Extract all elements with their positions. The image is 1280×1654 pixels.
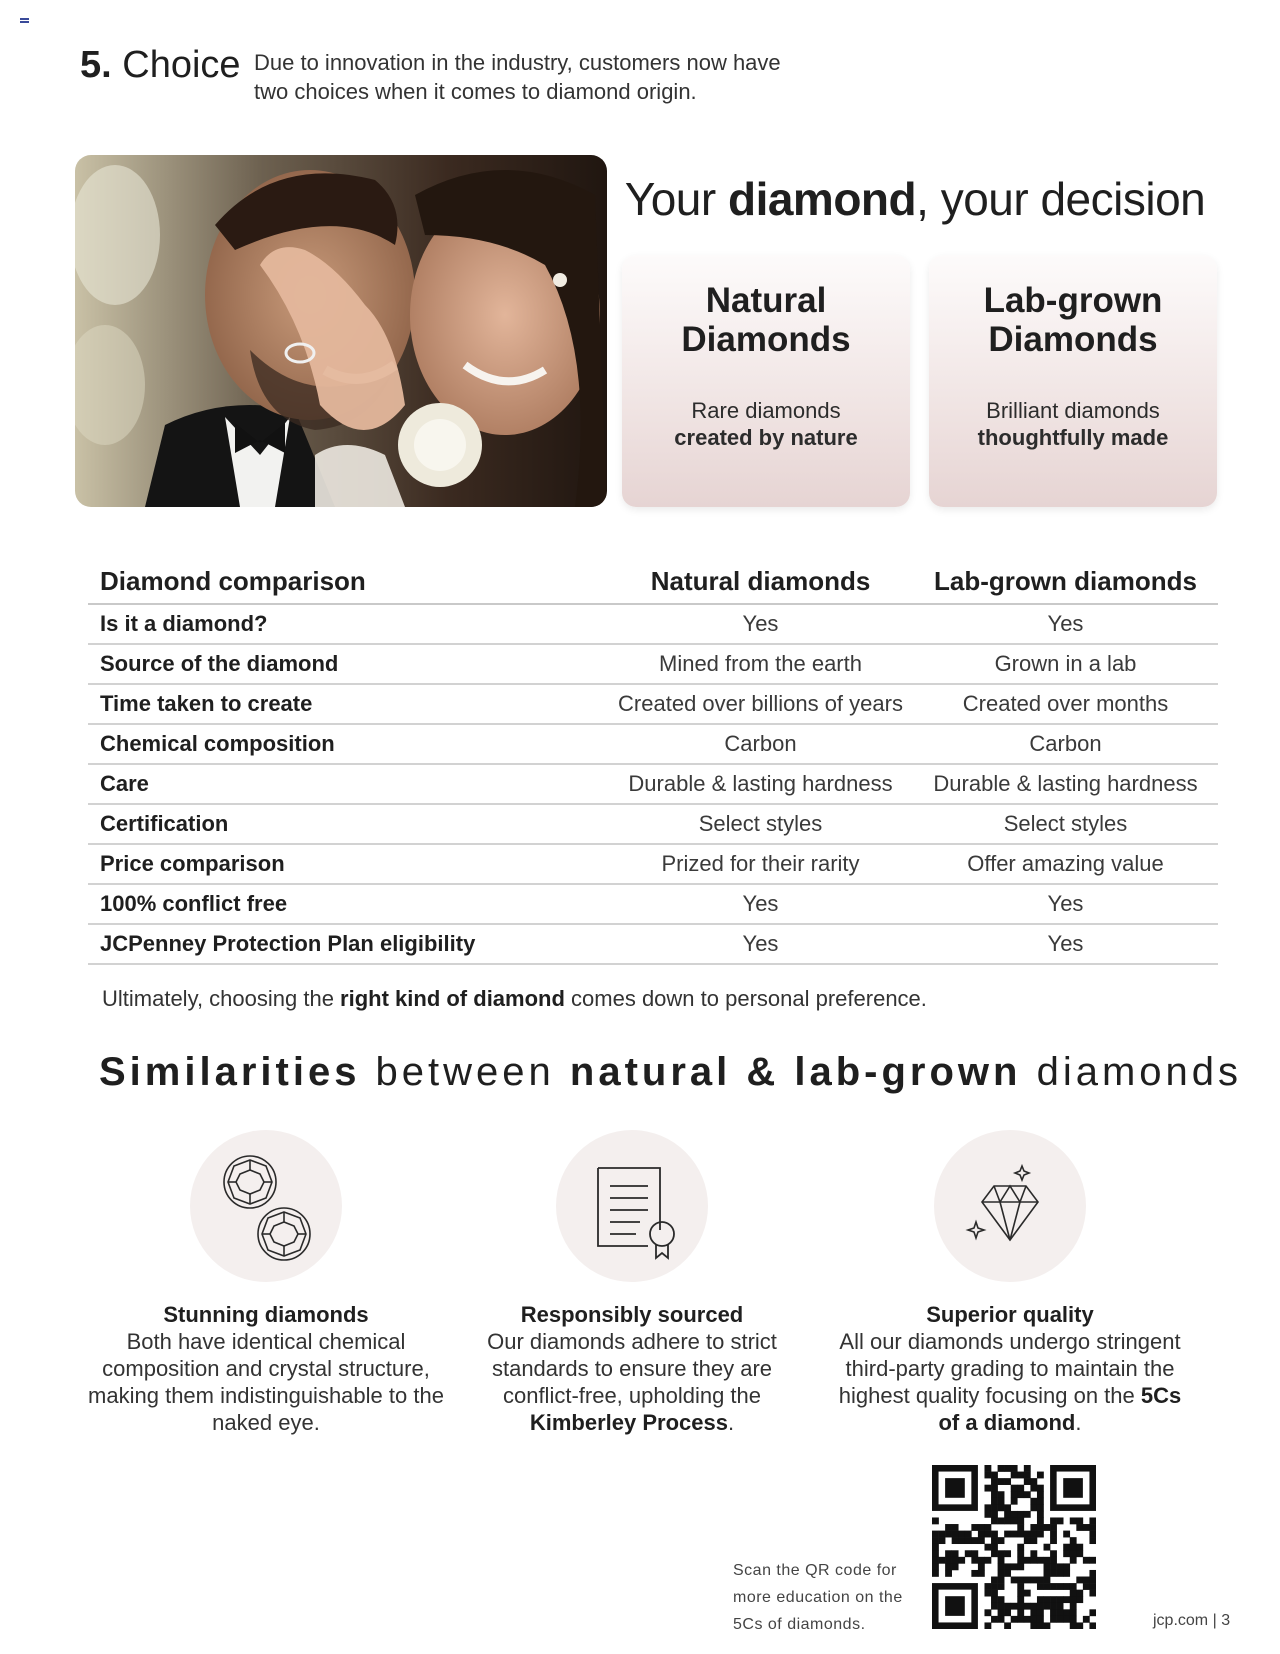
decision-title xyxy=(620,172,1210,226)
feature-title: Responsibly sourced xyxy=(520,1302,744,1327)
row-label: Certification xyxy=(88,804,608,844)
feature-body-text: Our diamonds adhere to strict standards to ensure they are conflict-free, upholding the xyxy=(487,1329,777,1408)
natural-cell: Durable & lasting hardness xyxy=(608,764,913,804)
natural-cell: Yes xyxy=(608,884,913,924)
feature-superior-quality xyxy=(830,1130,1190,1436)
table-row xyxy=(88,804,1218,844)
lab-card-line2: thoughtfully made xyxy=(977,425,1169,450)
natural-cell: Yes xyxy=(608,924,913,964)
feature-body-bold: 5Cs of a diamond xyxy=(938,1383,1182,1435)
row-label: JCPenney Protection Plan eligibility xyxy=(88,924,608,964)
lab-cell: Created over months xyxy=(913,684,1218,724)
natural-card-title: Natural Diamonds xyxy=(681,281,851,359)
table-row xyxy=(88,844,1218,884)
column-header: Natural diamonds xyxy=(608,560,913,604)
natural-diamonds-card xyxy=(622,255,910,507)
certificate-icon xyxy=(556,1130,708,1282)
feature-title: Stunning diamonds xyxy=(163,1302,369,1327)
natural-cell: Mined from the earth xyxy=(608,644,913,684)
table-row xyxy=(88,884,1218,924)
feature-body xyxy=(830,1328,1190,1436)
lab-cell: Carbon xyxy=(913,724,1218,764)
column-header: Diamond comparison xyxy=(88,560,608,604)
decision-title-bold: diamond xyxy=(727,173,917,225)
column-header: Lab-grown diamonds xyxy=(913,560,1218,604)
similarities-title xyxy=(99,1050,1242,1095)
two-diamonds-icon xyxy=(190,1130,342,1282)
lab-cell: Durable & lasting hardness xyxy=(913,764,1218,804)
footer-separator: | xyxy=(1212,1612,1217,1629)
table-row xyxy=(88,724,1218,764)
row-label: Chemical composition xyxy=(88,724,608,764)
sim-title-end: diamonds xyxy=(1021,1050,1243,1094)
natural-card-line1: Rare diamonds xyxy=(691,398,841,423)
lab-cell: Yes xyxy=(913,884,1218,924)
table-row xyxy=(88,924,1218,964)
feature-responsibly-sourced xyxy=(452,1130,812,1436)
feature-body-bold: Kimberley Process xyxy=(529,1410,728,1435)
step-intro: Due to innovation in the industry, customers now have two choices when it comes to diamond origin. xyxy=(254,50,781,104)
note-post: comes down to personal preference. xyxy=(564,986,927,1011)
lab-card-line1: Brilliant diamonds xyxy=(986,398,1160,423)
natural-card-line2: created by nature xyxy=(674,425,858,450)
note-bold: right kind of diamond xyxy=(340,986,565,1011)
couple-photo xyxy=(75,155,607,507)
note-pre: Ultimately, choosing the xyxy=(102,986,341,1011)
lab-card-title: Lab-grown Diamonds xyxy=(983,281,1163,359)
lab-grown-diamonds-card xyxy=(929,255,1217,507)
natural-cell: Prized for their rarity xyxy=(608,844,913,884)
site-link[interactable]: jcp.com xyxy=(1153,1612,1209,1629)
row-label: Source of the diamond xyxy=(88,644,608,684)
lab-cell: Yes xyxy=(913,604,1218,644)
preference-note xyxy=(102,986,927,1012)
feature-body-end: . xyxy=(1075,1410,1082,1435)
table-row xyxy=(88,684,1218,724)
table-row xyxy=(88,604,1218,644)
step-number: 5. xyxy=(80,44,112,86)
table-row xyxy=(88,644,1218,684)
lab-cell: Select styles xyxy=(913,804,1218,844)
diamond-sparkle-icon xyxy=(934,1130,1086,1282)
row-label: 100% conflict free xyxy=(88,884,608,924)
step-heading xyxy=(80,44,241,87)
feature-body-text: Both have identical chemical composition and crystal structure, making them indistinguishable to the naked eye. xyxy=(88,1329,444,1435)
row-label: Time taken to create xyxy=(88,684,608,724)
natural-cell: Carbon xyxy=(608,724,913,764)
sim-title-bold2: natural & lab-grown xyxy=(569,1050,1022,1094)
table-header-row xyxy=(88,560,1218,604)
row-label: Price comparison xyxy=(88,844,608,884)
feature-title: Superior quality xyxy=(926,1302,1094,1327)
feature-body-text: All our diamonds undergo stringent third-party grading to maintain the highest quality focusing on the xyxy=(838,1329,1181,1408)
decision-title-pre: Your xyxy=(624,173,728,225)
feature-body xyxy=(452,1328,812,1436)
decision-title-post: , your decision xyxy=(916,173,1206,225)
sim-title-mid: between xyxy=(360,1050,570,1094)
lab-cell: Offer amazing value xyxy=(913,844,1218,884)
qr-caption: Scan the QR code for more education on the 5Cs of diamonds. xyxy=(733,1562,903,1633)
menu-icon[interactable] xyxy=(20,18,29,26)
lab-cell: Grown in a lab xyxy=(913,644,1218,684)
natural-cell: Select styles xyxy=(608,804,913,844)
sim-title-bold1: Similarities xyxy=(99,1050,361,1094)
feature-stunning-diamonds xyxy=(86,1130,446,1436)
qr-code[interactable] xyxy=(932,1465,1096,1629)
natural-cell: Created over billions of years xyxy=(608,684,913,724)
diamond-comparison-table xyxy=(88,560,1218,965)
step-word: Choice xyxy=(122,44,241,86)
page-number: 3 xyxy=(1221,1612,1231,1629)
table-row xyxy=(88,764,1218,804)
row-label: Care xyxy=(88,764,608,804)
natural-cell: Yes xyxy=(608,604,913,644)
feature-body-end: . xyxy=(727,1410,735,1435)
row-label: Is it a diamond? xyxy=(88,604,608,644)
lab-cell: Yes xyxy=(913,924,1218,964)
page-footer xyxy=(1153,1612,1230,1630)
feature-body xyxy=(86,1328,446,1436)
